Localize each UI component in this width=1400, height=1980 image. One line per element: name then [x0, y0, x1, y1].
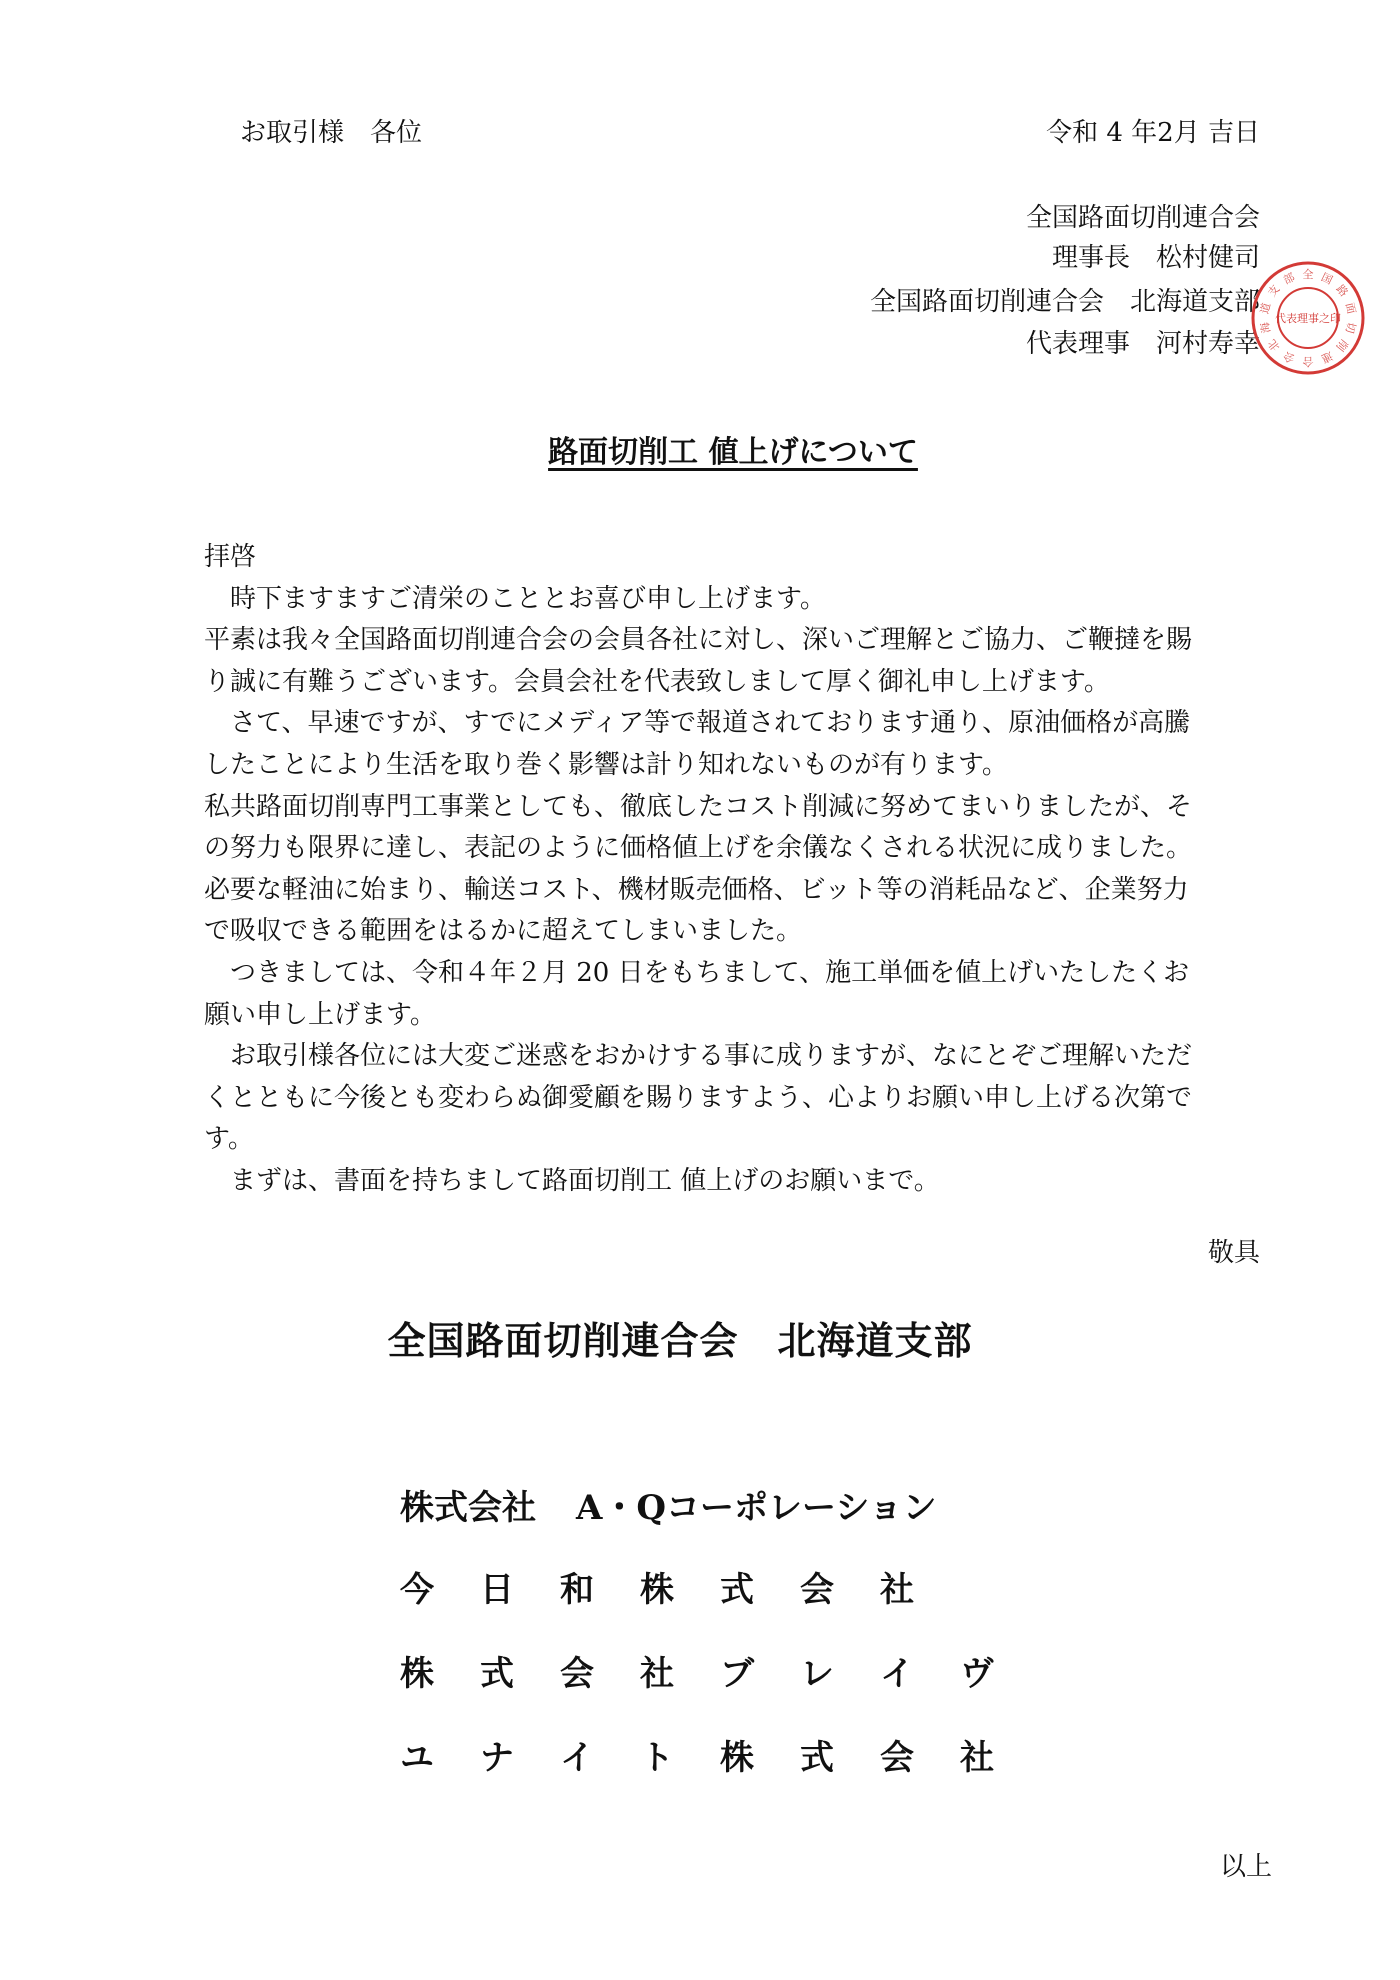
seal-ring-glyph: 国: [1319, 270, 1335, 288]
body-line: さて、早速ですが、すでにメディア等で報道されております通り、原油価格が高騰: [204, 708, 1191, 739]
body-line: 拝啓: [204, 542, 257, 572]
body-line: 平素は我々全国路面切削連合会の会員各社に対し、深いご理解とご協力、ご鞭撻を賜: [204, 625, 1193, 656]
member-name-char: イ: [880, 1654, 914, 1694]
seal-ring-glyph: 面: [1342, 301, 1358, 316]
seal-ring-glyph: 部: [1281, 270, 1297, 288]
date-line: 令和 4 年2月 吉日: [1046, 118, 1260, 148]
member-name-char: 株: [640, 1570, 674, 1610]
branch-heading: 全国路面切削連合会 北海道支部: [387, 1318, 973, 1363]
member-name-char: ブ: [720, 1654, 754, 1694]
seal-ring-glyph: 連: [1319, 348, 1335, 366]
seal-ring-glyph: 路: [1333, 282, 1351, 300]
seal-ring-glyph: 道: [1258, 301, 1274, 316]
seal-ring-glyph: 切: [1342, 320, 1358, 335]
member-company-3: [400, 1646, 994, 1694]
member-name-part: 株式会社: [400, 1488, 536, 1528]
seal-ring-glyph: 全: [1302, 268, 1314, 281]
letter-body: [204, 537, 1266, 1203]
seal-ring-glyph: 海: [1258, 320, 1274, 335]
body-line: 私共路面切削専門工事業としても、徹底したコスト削減に努めてまいりましたが、そ: [204, 791, 1193, 822]
body-line: お取引様各位には大変ご迷惑をおかけする事に成りますが、なにとぞご理解いただ: [204, 1041, 1193, 1072]
recipient-line: お取引様 各位: [240, 118, 423, 148]
sender-organization: 全国路面切削連合会: [1025, 203, 1260, 233]
sender-representative: 代表理事 河村寿幸: [1025, 329, 1260, 359]
member-name-char: 式: [800, 1738, 834, 1778]
body-line: つきましては、令和４年２月 20 日をもちまして、施工単価を値上げいたしたくお: [204, 957, 1190, 988]
body-line: したことにより生活を取り巻く影響は計り知れないものが有ります。: [204, 749, 1008, 780]
member-company-4: [400, 1730, 994, 1778]
seal-ring-glyph: 北: [1265, 336, 1283, 354]
seal-ring-glyph: 会: [1281, 348, 1297, 366]
seal-ring-glyph: 合: [1302, 355, 1314, 368]
official-seal-stamp: [1248, 258, 1368, 378]
end-mark: 以上: [1219, 1852, 1272, 1882]
body-line: す。: [204, 1124, 254, 1155]
body-line: まずは、書面を持ちまして路面切削工 値上げのお願いまで。: [204, 1165, 940, 1196]
member-name-char: 式: [720, 1570, 754, 1610]
member-name-char: ユ: [400, 1738, 434, 1778]
body-line: の努力も限界に達し、表記のように価格値上げを余儀なくされる状況に成りました。: [204, 833, 1193, 864]
member-name-char: 株: [720, 1738, 754, 1778]
member-name-char: 会: [560, 1654, 594, 1694]
body-line: 必要な軽油に始まり、輸送コスト、機材販売価格、ビット等の消耗品など、企業努力: [204, 874, 1189, 905]
body-line: で吸収できる範囲をはるかに超えてしまいました。: [204, 916, 803, 947]
member-name-char: ト: [640, 1738, 674, 1778]
body-line: り誠に有難うございます。会員会社を代表致しまして厚く御礼申し上げます。: [204, 666, 1110, 697]
member-name-char: レ: [800, 1654, 834, 1694]
seal-center-text: 代表理事之印: [1275, 312, 1341, 325]
sender-chairman: 理事長 松村健司: [1051, 243, 1260, 273]
seal-ring-glyph: 支: [1265, 282, 1283, 300]
closing-keigu: 敬具: [1207, 1238, 1260, 1268]
member-name-char: ヴ: [960, 1654, 994, 1694]
sender-branch: 全国路面切削連合会 北海道支部: [869, 287, 1260, 317]
member-name-char: 日: [480, 1570, 514, 1610]
member-name-char: 株: [400, 1654, 434, 1694]
member-name-char: 社: [880, 1570, 914, 1610]
document-title: 路面切削工 値上げについて: [548, 435, 918, 470]
member-name-char: 会: [800, 1570, 834, 1610]
member-name-char: イ: [560, 1738, 594, 1778]
member-name-char: 和: [560, 1570, 594, 1610]
member-name-char: 式: [480, 1654, 514, 1694]
member-company-1: [400, 1480, 960, 1528]
member-name-char: 社: [640, 1654, 674, 1694]
member-name-char: 社: [960, 1738, 994, 1778]
member-name-char: 今: [400, 1570, 434, 1610]
member-name-part: A・Qコーポレーション: [576, 1488, 937, 1528]
member-name-char: ナ: [480, 1738, 514, 1778]
body-line: 時下ますますご清栄のこととお喜び申し上げます。: [204, 583, 826, 614]
body-line: 願い申し上げます。: [204, 999, 436, 1030]
body-line: くとともに今後とも変わらぬ御愛顧を賜りますよう、心よりお願い申し上げる次第で: [204, 1082, 1193, 1113]
member-name-char: 会: [880, 1738, 914, 1778]
member-company-2: [400, 1562, 960, 1610]
seal-ring-glyph: 削: [1333, 336, 1351, 354]
